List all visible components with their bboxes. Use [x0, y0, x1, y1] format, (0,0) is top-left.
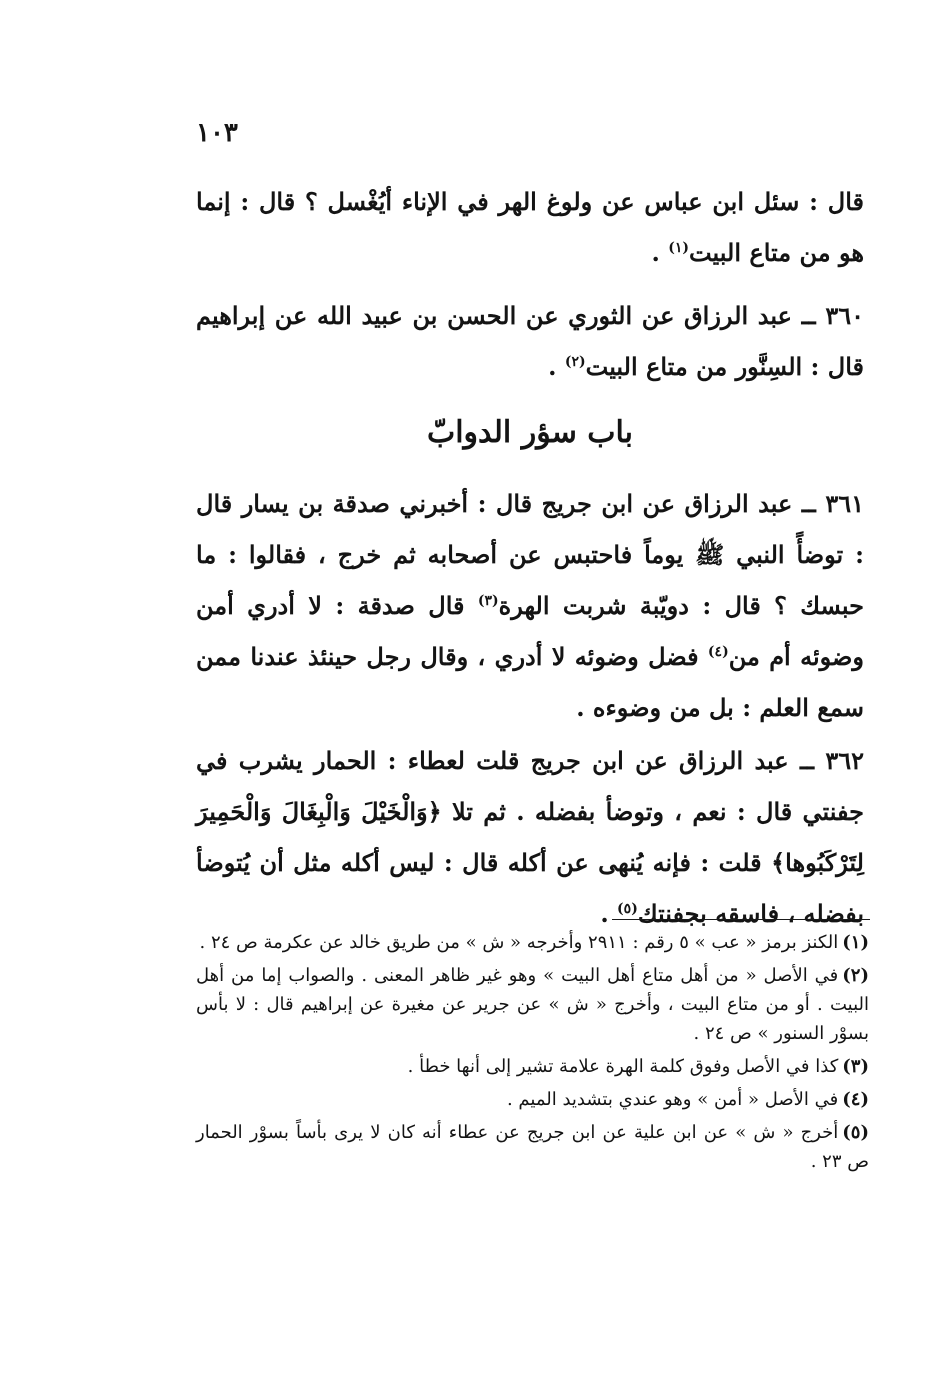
footnote-marker: (٣)	[477, 593, 499, 609]
page-number: ١٠٣	[196, 118, 238, 148]
section-heading: باب سؤر الدوابّ	[426, 415, 634, 450]
footnote-text: أخرج « ش » عن ابن علية عن ابن جريج عن عطاء أنه كان لا يرى بأساً بسوْر الحمار ص ٢٣ .	[196, 1122, 869, 1172]
hadith-number: ٣٦٢	[825, 746, 864, 775]
hadith-362	[196, 735, 864, 939]
footnote-number: (٤)	[842, 1089, 869, 1110]
footnote-number: (٢)	[842, 965, 869, 986]
footnote-marker: (٢)	[564, 354, 586, 370]
hadith-text: ــ عبد الرزاق عن ابن جريج قال : أخبرني صدقة بن يسار قال : توضأً النبي ﷺ يوماً فاحتبس عن أصحابه ثم خرج ، فقالوا : ما حبسك ؟ قال : دويّبة شربت الهرة	[196, 489, 864, 620]
hadith-tail: .	[548, 352, 565, 381]
hadith-text: ــ عبد الرزاق عن ابن جريج قلت لعطاء : الحمار يشرب في جفنتي قال : نعم ، وتوضأ بفضله . ثم تلا ﴿وَالْخَيْلَ وَالْبِغَالَ وَالْحَمِيرَ لِتَرْكَبُوها﴾ قلت : فإنه يُنهى عن أكله قال : ليس أكله مثل أن يُتوضأ بفضله ، فاسقه بجفنتك	[196, 746, 864, 928]
footnote-marker: (١)	[668, 240, 689, 256]
hadith-text: فضل وضوئه لا أدري ، وقال رجل حينئذ عندنا ممن سمع العلم : بل من وضوءه .	[196, 642, 864, 722]
footnote-item	[196, 1085, 869, 1114]
hadith-number: ٣٦٠	[825, 301, 864, 330]
hadith-text: ــ عبد الرزاق عن الثوري عن الحسن بن عبيد الله عن إبراهيم قال : السِنَّور من متاع البيت	[196, 301, 864, 381]
hadith-360	[196, 290, 864, 392]
footnote-text: في الأصل « من أهل متاع أهل البيت » وهو غير ظاهر المعنى . والصواب إما من أهل البيت . أو من متاع البيت ، وأخرج « ش » عن جرير عن مغيرة عن إبراهيم قال : لا بأس بسوْر السنور » ص ٢٤ .	[196, 965, 869, 1044]
footnote-number: (٥)	[842, 1122, 869, 1143]
footnote-number: (٣)	[842, 1056, 869, 1077]
hadith-tail: .	[600, 899, 618, 928]
footnote-item	[196, 961, 869, 1048]
footnotes	[196, 928, 869, 1180]
paragraph-continued	[196, 176, 864, 278]
hadith-number: ٣٦١	[825, 489, 864, 518]
paragraph-tail: .	[651, 238, 669, 267]
footnote-item	[196, 1052, 869, 1081]
footnote-marker: (٤)	[707, 644, 729, 660]
footnote-text: كذا في الأصل وفوق كلمة الهرة علامة تشير إلى أنها خطأ .	[407, 1056, 839, 1077]
paragraph-text: قال : سئل ابن عباس عن ولوغ الهر في الإناء أيُغْسل ؟ قال : إنما هو من متاع البيت	[196, 187, 864, 267]
footnote-marker: (٥)	[617, 901, 638, 917]
footnote-item	[196, 928, 869, 957]
footnote-text: الكنز برمز « عب » ٥ رقم : ٢٩١١ وأخرجه « ش » من طريق خالد عن عكرمة ص ٢٤ .	[199, 932, 839, 953]
footnote-number: (١)	[842, 932, 869, 953]
footnote-divider	[612, 919, 870, 920]
footnote-text: في الأصل « أمن » وهو عندي بتشديد الميم .	[506, 1089, 839, 1110]
hadith-text: قال صدقة : لا أدري أمن وضوئه أم من	[196, 591, 864, 671]
footnote-item	[196, 1118, 869, 1176]
hadith-361	[196, 478, 864, 733]
